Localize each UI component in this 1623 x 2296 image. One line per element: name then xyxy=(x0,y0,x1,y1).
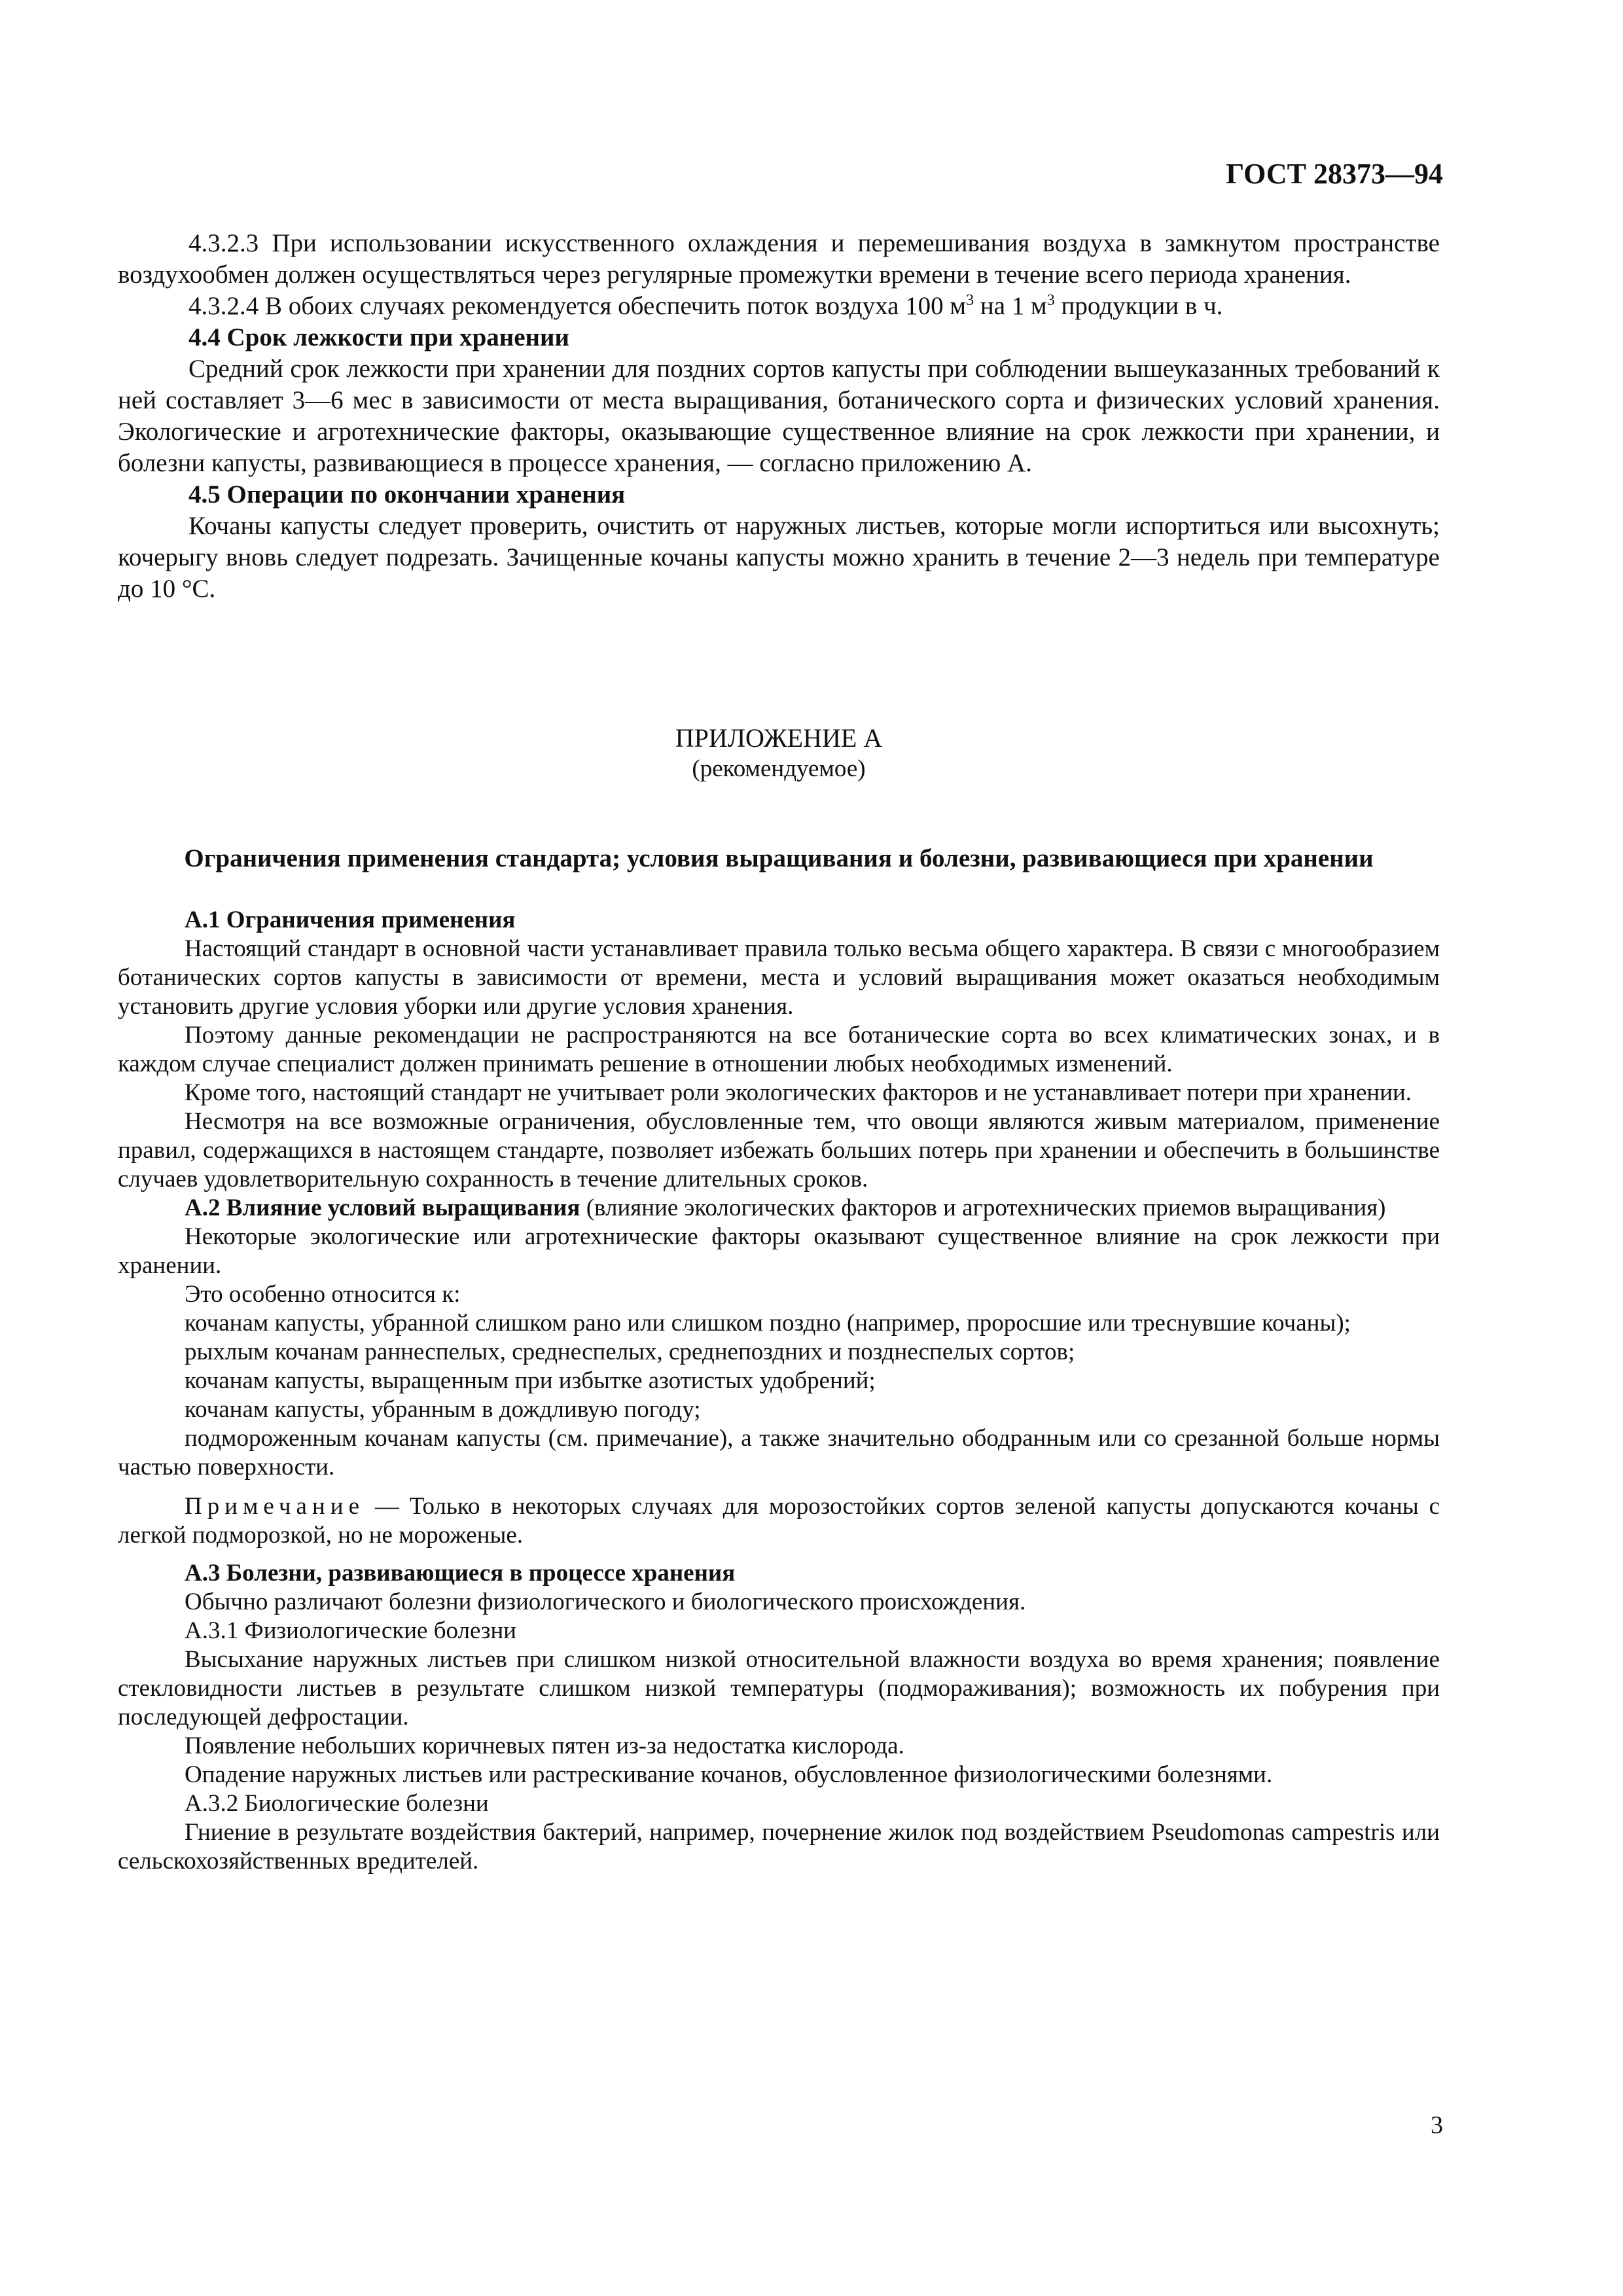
appendix-heading: Ограничения применения стандарта; условия выращивания и болезни, развивающиеся при хранении xyxy=(184,844,1374,872)
paragraph-a-1-1: Настоящий стандарт в основной части устанавливает правила только весьма общего характера. В связи с многообразием ботанических сортов капусты в зависимости от времени, места и условий выращивания может оказаться необходимым установить другие условия уборки или другие условия хранения. xyxy=(118,935,1440,1020)
appendix-a xyxy=(118,723,1440,1876)
note-paragraph: Примечание — Только в некоторых случаях для морозостойких сортов зеленой капусты допускаются кочаны с легкой подморозкой, но не мороженые. xyxy=(118,1493,1440,1549)
heading-a-2: А.2 Влияние условий выращивания (влияние экологических факторов и агротехнических приемов выращивания) xyxy=(185,1194,1386,1221)
list-item-a-2-3: кочанам капусты, убранной слишком рано или слишком поздно (например, проросшие или треснувшие кочаны); xyxy=(185,1310,1351,1336)
list-item-a-2-5: кочанам капусты, выращенным при избытке азотистых удобрений; xyxy=(185,1367,876,1394)
document-code-header: ГОСТ 28373—94 xyxy=(1226,158,1443,190)
list-item-a-2-7: подмороженным кочанам капусты (см. примечание), а также значительно ободранным или со срезанной больше нормы частью поверхности. xyxy=(118,1425,1440,1480)
appendix-body xyxy=(118,906,1440,1876)
paragraph-a-3-2-1: Гниение в результате воздействия бактерий, например, почернение жилок под воздействием Pseudomonas campestris или сельскохозяйственных вредителей. xyxy=(118,1819,1440,1874)
heading-a-1: А.1 Ограничения применения xyxy=(185,906,516,933)
page-content xyxy=(118,157,1440,1876)
paragraph-4-5: Кочаны капусты следует проверить, очистить от наружных листьев, которые могли испортиться или высохнуть; кочерыгу вновь следует подрезать. Зачищенные кочаны капусты можно хранить в течение 2—3 недель при температуре до 10 °С. xyxy=(118,512,1440,603)
paragraph-4-4: Средний срок лежкости при хранении для поздних сортов капусты при соблюдении вышеуказанных требований к ней составляет 3—6 мес в зависимости от места выращивания, ботанического сорта и физических условий хранения. Экологические и агротехнические факторы, оказывающие существенное влияние на срок лежкости при хранении, и болезни капусты, развивающиеся в процессе хранения, — согласно приложению А. xyxy=(118,355,1440,477)
heading-4-5: 4.5 Операции по окончании хранения xyxy=(188,480,626,509)
paragraph-a-1-3: Кроме того, настоящий стандарт не учитывает роли экологических факторов и не устанавливает потери при хранении. xyxy=(185,1079,1412,1106)
paragraph-a-3-1-3: Опадение наружных листьев или растрескивание кочанов, обусловленное физиологическими болезнями. xyxy=(185,1761,1273,1788)
appendix-subtitle: (рекомендуемое) xyxy=(692,755,866,782)
heading-a-3-1: А.3.1 Физиологические болезни xyxy=(185,1617,517,1644)
paragraph-a-2-1: Некоторые экологические или агротехнические факторы оказывают существенное влияние на срок лежкости при хранении. xyxy=(118,1223,1440,1279)
paragraph-a-1-2: Поэтому данные рекомендации не распространяются на все ботанические сорта во всех климатических зонах, и в каждом случае специалист должен принимать решение в отношении любых необходимых изменений. xyxy=(118,1022,1440,1077)
paragraph-4-3-2-4: 4.3.2.4 В обоих случаях рекомендуется обеспечить поток воздуха 100 $м^3$ на 1 $м^3$ продукции в ч. xyxy=(188,292,1223,320)
list-item-a-2-4: рыхлым кочанам раннеспелых, среднеспелых, среднепоздних и позднеспелых сортов; xyxy=(185,1338,1075,1365)
paragraph-a-2-2: Это особенно относится к: xyxy=(185,1281,461,1308)
heading-a-3-2: А.3.2 Биологические болезни xyxy=(185,1790,489,1817)
appendix-title: ПРИЛОЖЕНИЕ А xyxy=(675,723,883,753)
note-label: Примечание xyxy=(185,1493,365,1520)
page-number: 3 xyxy=(1431,2111,1443,2139)
heading-a-3: А.3 Болезни, развивающиеся в процессе хранения xyxy=(185,1560,736,1587)
paragraph-a-3-1-2: Появление небольших коричневых пятен из-за недостатка кислорода. xyxy=(185,1732,904,1759)
paragraph-4-3-2-3: 4.3.2.3 При использовании искусственного охлаждения и перемешивания воздуха в замкнутом пространстве воздухообмен должен осуществляться через регулярные промежутки времени в течение всего периода хранения. xyxy=(118,229,1440,289)
heading-4-4: 4.4 Срок лежкости при хранении xyxy=(188,323,569,351)
paragraph-a-3-1: Обычно различают болезни физиологического и биологического происхождения. xyxy=(185,1588,1026,1615)
paragraph-a-1-4: Несмотря на все возможные ограничения, обусловленные тем, что овощи являются живым материалом, применение правил, содержащихся в настоящем стандарте, позволяет избежать больших потерь при хранении и обеспечить в большинстве случаев удовлетворительную сохранность в течение длительных сроков. xyxy=(118,1108,1440,1193)
paragraph-a-3-1-1: Высыхание наружных листьев при слишком низкой относительной влажности воздуха во время хранения; появление стекловидности листьев в результате слишком низкой температуры (подмораживания); возможность их побурения при последующей дефростации. xyxy=(118,1646,1440,1731)
list-item-a-2-6: кочанам капусты, убранным в дождливую погоду; xyxy=(185,1396,701,1423)
section-4-3 xyxy=(118,228,1440,605)
